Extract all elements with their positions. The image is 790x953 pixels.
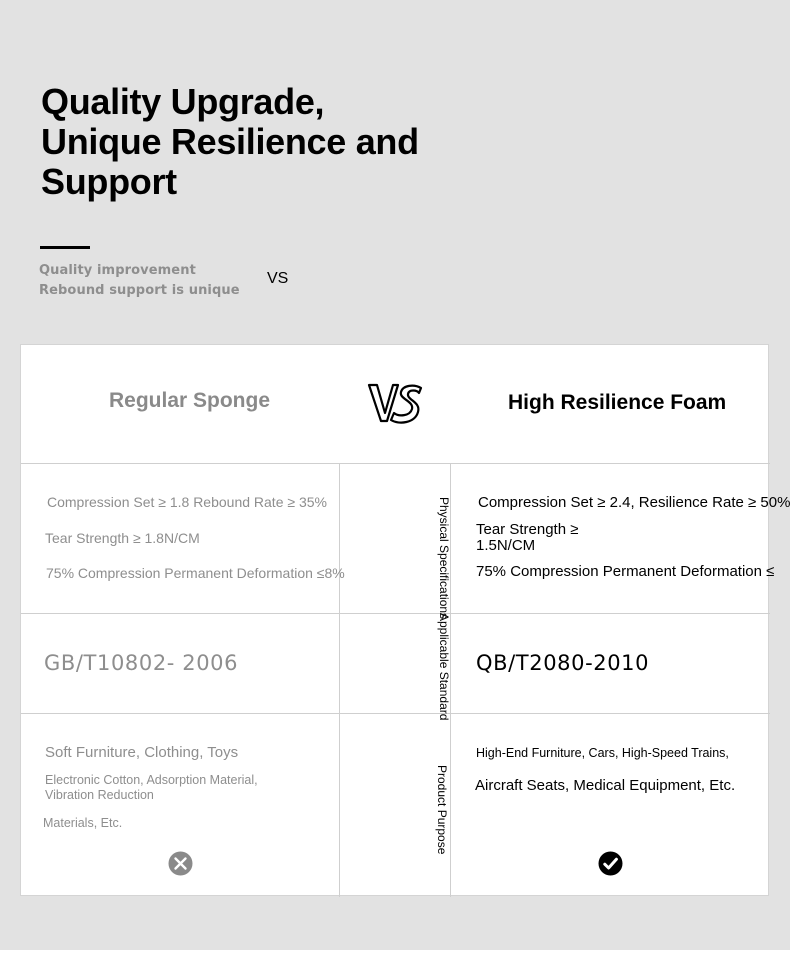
left-purpose-4: Materials, Etc.	[43, 816, 123, 830]
page-headline	[41, 82, 419, 202]
headline-line-1: Quality Upgrade,	[41, 81, 325, 122]
headline-divider	[40, 246, 90, 249]
right-spec-3: 75% Compression Permanent Deformation ≤	[476, 563, 775, 580]
right-standard: QB/T2080-2010	[476, 651, 650, 675]
headline-line-2: Unique Resilience and	[41, 121, 419, 162]
row-divider-2	[21, 713, 770, 714]
subtitle	[39, 261, 240, 301]
right-purpose-2: Aircraft Seats, Medical Equipment, Etc.	[475, 777, 736, 794]
label-physical-specifications: Physical Specifications	[437, 497, 451, 620]
right-purpose-1: High-End Furniture, Cars, High-Speed Trains,	[476, 746, 729, 760]
left-spec-1: Compression Set ≥ 1.8 Rebound Rate ≥ 35%	[47, 494, 327, 510]
left-purpose-2: Electronic Cotton, Adsorption Material,	[45, 773, 258, 787]
subtitle-line-1: Quality improvement	[39, 263, 196, 278]
row-divider-1	[21, 613, 770, 614]
left-spec-3: 75% Compression Permanent Deformation ≤8%	[46, 565, 345, 581]
label-applicable-standard: Applicable Standard	[437, 613, 451, 721]
label-product-purpose: Product Purpose	[435, 765, 449, 855]
headline-line-3: Support	[41, 161, 177, 202]
vs-logo	[267, 270, 425, 425]
left-spec-2: Tear Strength ≥ 1.8N/CM	[45, 530, 200, 546]
left-purpose-1: Soft Furniture, Clothing, Toys	[45, 744, 239, 761]
right-spec-1: Compression Set ≥ 2.4, Resilience Rate ≥ 50%	[478, 494, 790, 511]
subtitle-line-2: Rebound support is unique	[39, 283, 240, 298]
right-spec-2a: Tear Strength ≥	[476, 521, 579, 538]
vs-text: VS	[267, 270, 289, 287]
high-resilience-foam-title: High Resilience Foam	[508, 391, 727, 414]
check-circle-icon	[598, 851, 623, 876]
right-spec-2b: 1.5N/CM	[476, 537, 536, 554]
left-purpose-3: Vibration Reduction	[45, 788, 154, 802]
left-standard: GB/T10802- 2006	[44, 651, 239, 675]
cross-circle-icon	[168, 851, 193, 876]
regular-sponge-title: Regular Sponge	[109, 389, 271, 412]
column-divider-left	[339, 463, 340, 897]
header-divider	[21, 463, 770, 464]
